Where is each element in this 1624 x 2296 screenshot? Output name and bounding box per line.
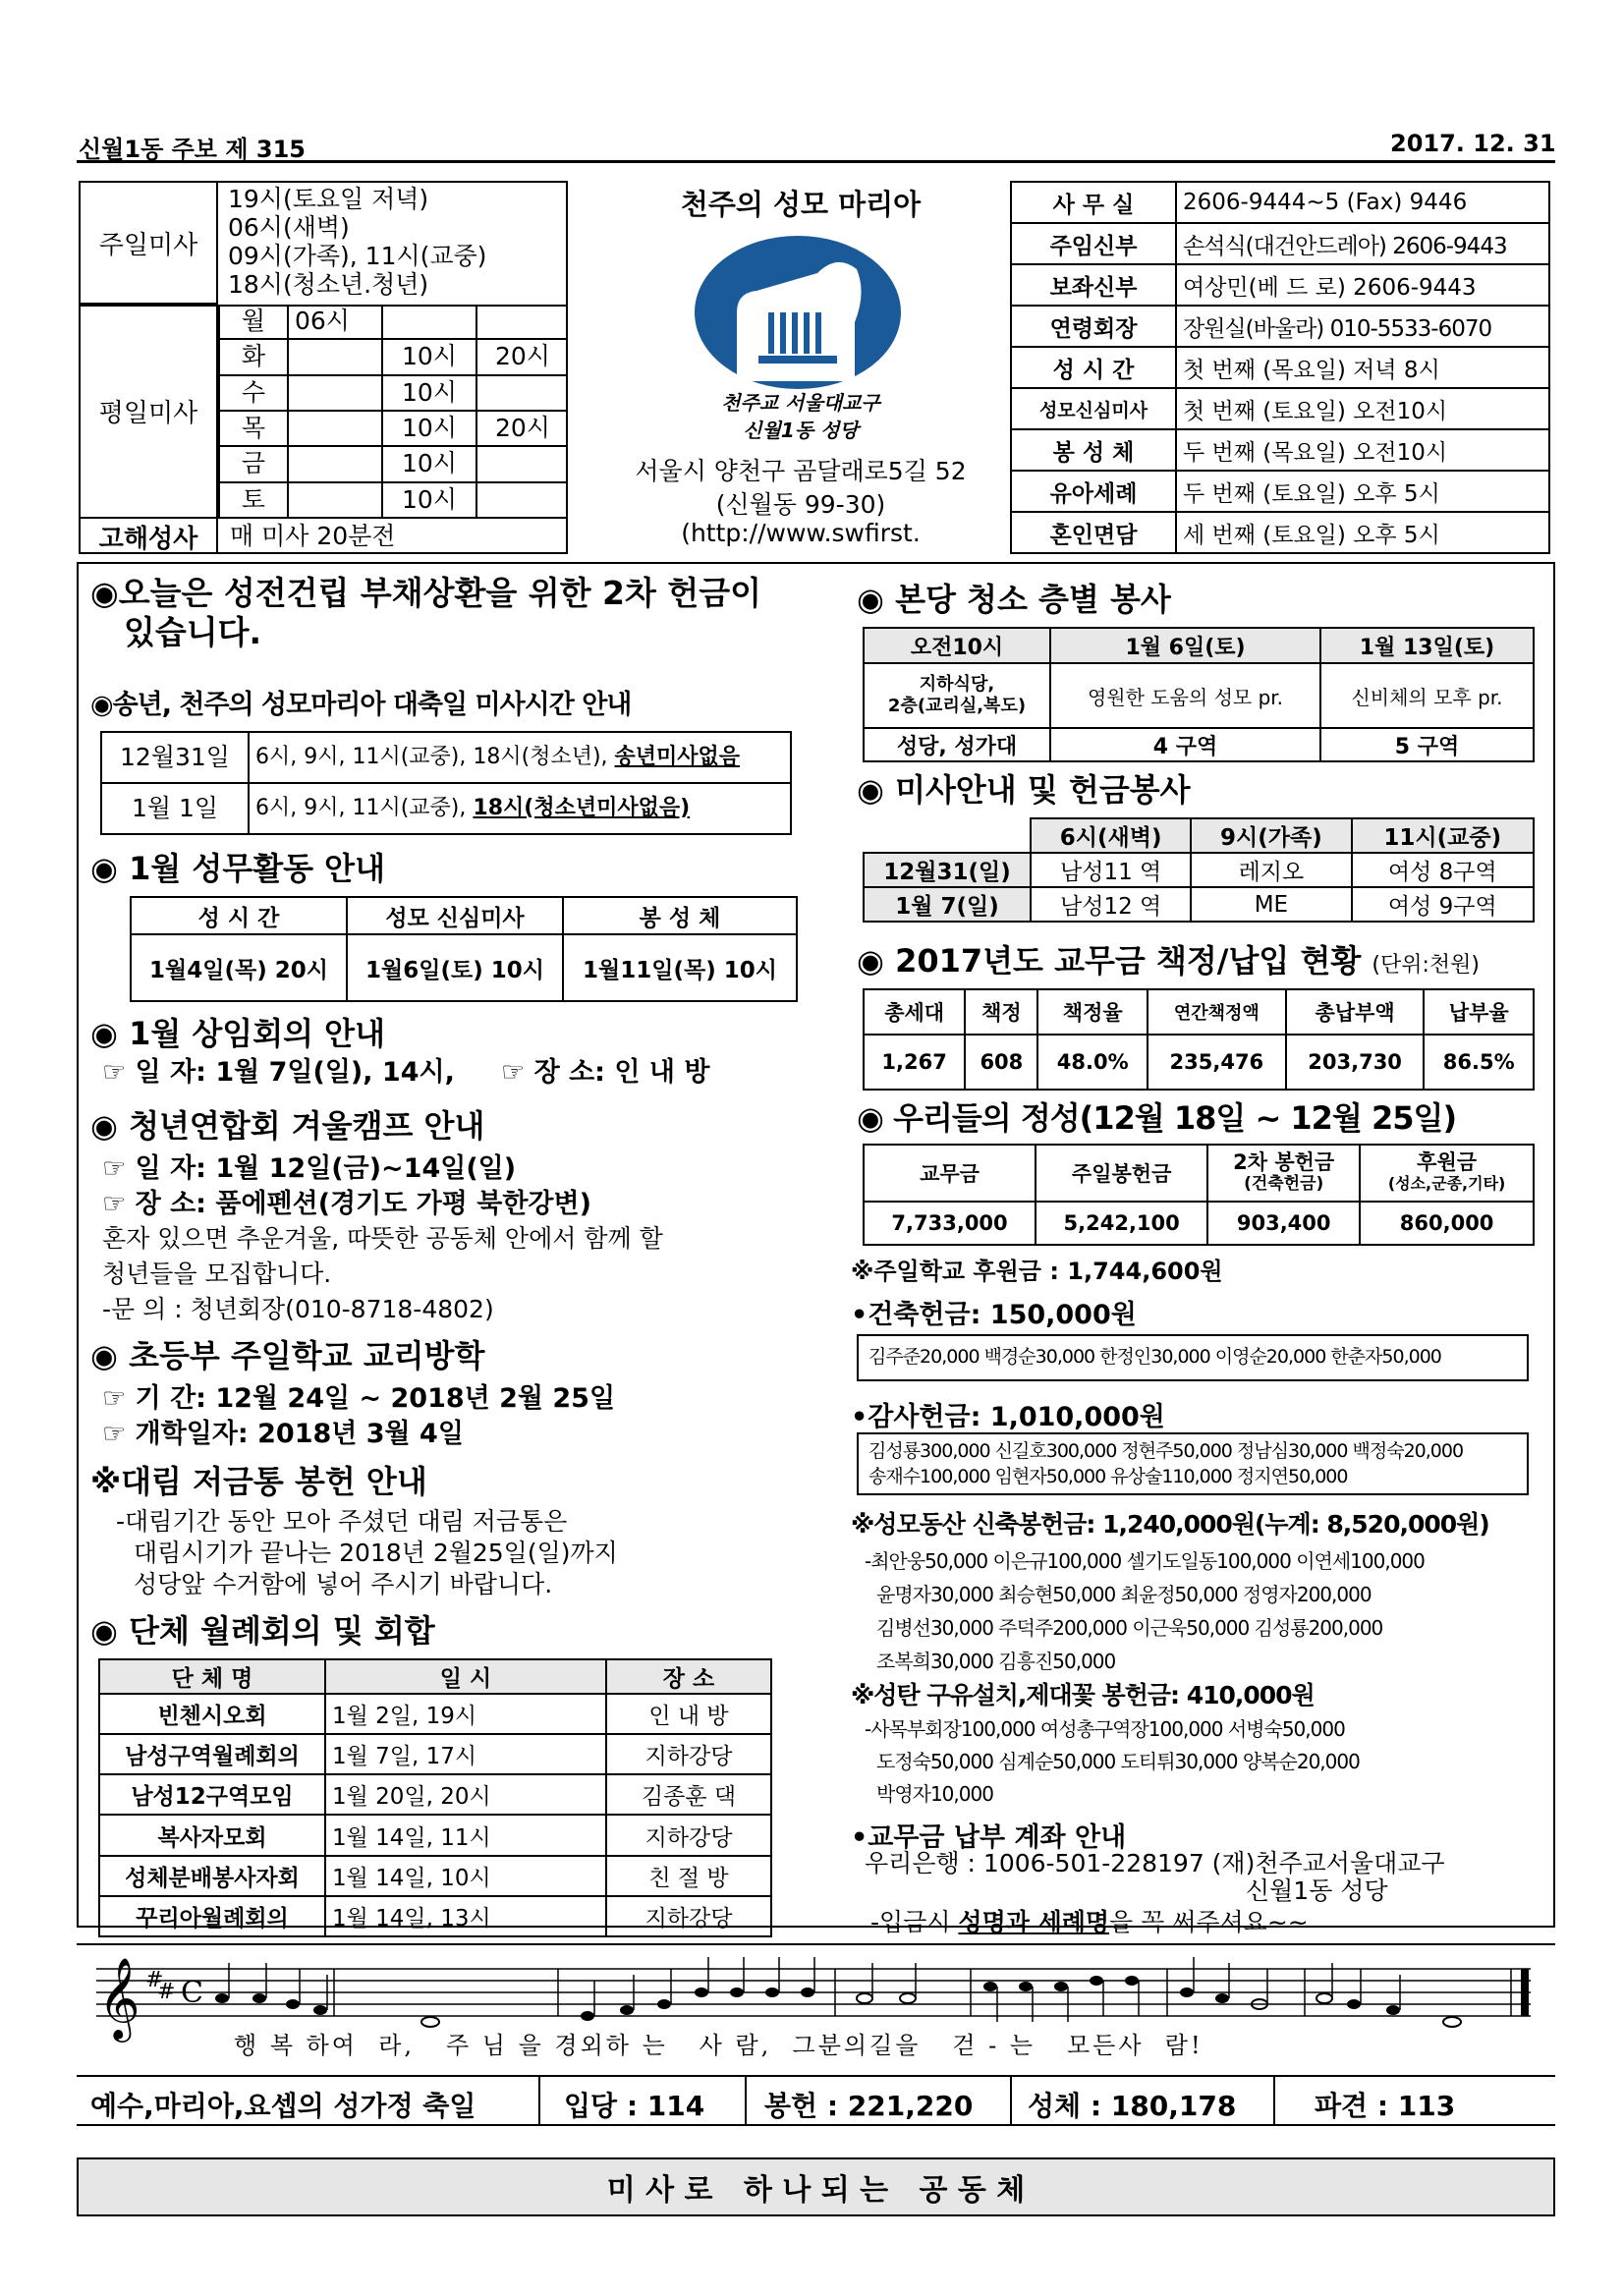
mary-garden-names: -최안웅50,000 이은규100,000 셀기도일동100,000 이연세100,000 윤명자30,000 최승현50,000 최윤정50,000 정영자200,000 김병선30,000 주덕주200,000 이근욱50,000 김성룡200,000 조복희30,000 김흥진50,000	[865, 1549, 1425, 1673]
bulletin-date: 2017. 12. 31	[1390, 130, 1556, 157]
camp-text-1: 혼자 있으면 추운겨울, 따뜻한 공동체 안에서 함께 할	[102, 1224, 663, 1253]
bullet-icon: ◉	[90, 1015, 130, 1052]
table-cell: 수	[219, 375, 288, 411]
table-cell: 총세대	[864, 989, 965, 1035]
mary-garden-title: ※성모동산 신축봉헌금: 1,240,000원(누계: 8,520,000원)	[851, 1510, 1489, 1539]
table-cell: 11시(교중)	[1352, 818, 1534, 853]
table-cell: 903,400	[1207, 1202, 1360, 1245]
camp-place: ☞ 장 소: 품에펜션(경기도 가평 북한강변)	[102, 1189, 591, 1219]
table-cell: 203,730	[1286, 1035, 1425, 1090]
table-cell: 일 시	[325, 1659, 606, 1694]
bullet-icon: ◉	[90, 1107, 130, 1145]
table-cell: 20시	[476, 339, 568, 374]
account-number: 우리은행 : 1006-501-228197 (재)천주교서울대교구	[865, 1849, 1445, 1877]
table-cell: 성모 신심미사	[347, 897, 563, 934]
table-cell: 책정	[965, 989, 1037, 1035]
table-cell: 1월 6일(토)	[1050, 628, 1320, 663]
table-cell: 1월 2일, 19시	[325, 1694, 606, 1734]
offering-announcement: ◉오늘은 성전건립 부채상환을 위한 2차 헌금이 있습니다.	[90, 574, 762, 651]
school-start: ☞ 개학일자: 2018년 3월 4일	[102, 1419, 464, 1449]
account-note: -입금시 성명과 세례명을 꼭 써주셔요~~	[870, 1908, 1309, 1936]
table-cell: 남성구역월례회의	[99, 1734, 325, 1774]
confession-text: 매 미사 20분전	[230, 522, 396, 550]
table-cell: 7,733,000	[864, 1202, 1036, 1245]
svg-text:C: C	[181, 1976, 203, 2010]
table-cell: 06시	[288, 305, 382, 339]
thanks-offering-names: 김성룡300,000 신길호300,000 정현주50,000 정남심30,000 백정숙20,000 송재수100,000 임현자50,000 유상술110,000 정지연50,000	[857, 1432, 1529, 1495]
bullet-icon: ◉	[857, 581, 896, 618]
table-cell: 12월31(일)	[864, 853, 1031, 887]
advent-line-3: 성당앞 수거함에 넣어 주시기 바랍니다.	[134, 1570, 553, 1598]
christmas-offering-title: ※성탄 구유설치,제대꽃 봉헌금: 410,000원	[851, 1681, 1315, 1709]
groups-title: ◉ 단체 월례회의 및 회합	[90, 1612, 435, 1650]
table-cell	[476, 305, 568, 339]
council-title: ◉ 1월 상임회의 안내	[90, 1015, 385, 1052]
mass-schedule	[79, 181, 568, 554]
christmas-offering-names: -사목부회장100,000 여성총구역장100,000 서병숙50,000 도정숙50,000 심계순50,000 도티튀30,000 양복순20,000 박영자10,000	[865, 1717, 1360, 1806]
table-cell: 보좌신부	[1011, 264, 1176, 306]
build-offering-title: •건축헌금: 150,000원	[851, 1300, 1137, 1330]
table-cell: 여상민(베 드 로) 2606-9443	[1176, 264, 1549, 306]
account-title: •교무금 납부 계좌 안내	[851, 1822, 1127, 1853]
account-holder: 신월1동 성당	[1246, 1876, 1388, 1905]
thanks-offering-title: •감사헌금: 1,010,000원	[851, 1402, 1165, 1432]
table-cell: 장원실(바울라) 010-5533-6070	[1176, 306, 1549, 347]
table-cell: 2606-9444~5 (Fax) 9446	[1176, 182, 1549, 223]
table-cell: 책정율	[1037, 989, 1147, 1035]
table-cell: 총납부액	[1286, 989, 1425, 1035]
table-cell: 48.0%	[1037, 1035, 1147, 1090]
mass-offering-title: ◉ 미사안내 및 헌금봉사	[857, 771, 1191, 809]
table-cell: 사 무 실	[1011, 182, 1176, 223]
church-fee-table	[863, 988, 1535, 1091]
table-cell: 첫 번째 (토요일) 오전10시	[1176, 388, 1549, 429]
parish-motto: 미 사 로 하 나 되 는 공 동 체	[77, 2157, 1555, 2216]
parish-address-old: (신월동 99-30)	[715, 490, 886, 519]
table-cell: 성 시 간	[1011, 347, 1176, 388]
table-cell	[288, 339, 382, 374]
camp-title: ◉ 청년연합회 겨울캠프 안내	[90, 1107, 485, 1145]
table-cell: 1월 20일, 20시	[325, 1774, 606, 1815]
table-cell: 김종훈 댁	[606, 1774, 771, 1815]
sunday-mass-label: 주일미사	[81, 183, 218, 305]
table-cell: 세 번째 (토요일) 오후 5시	[1176, 512, 1549, 553]
parish-patron-title: 천주의 성모 마리아	[680, 188, 922, 221]
communion-hymn: 성체 : 180,178	[1028, 2090, 1237, 2122]
year-end-title: ◉송년, 천주의 성모마리아 대축일 미사시간 안내	[90, 690, 632, 720]
feast-name: 예수,마리아,요셉의 성가정 축일	[90, 2090, 476, 2122]
table-cell: 1월11일(목) 10시	[563, 934, 797, 1001]
table-cell: 10시	[382, 339, 476, 374]
table-cell: 608	[965, 1035, 1037, 1090]
table-cell: 1월 1일	[101, 783, 249, 834]
table-cell: 235,476	[1148, 1035, 1286, 1090]
bulletin-issue: 신월1동 주보 제 315	[79, 136, 306, 163]
table-cell: 첫 번째 (목요일) 저녁 8시	[1176, 347, 1549, 388]
table-cell: 9시(가족)	[1191, 818, 1351, 853]
table-cell: 여성 8구역	[1352, 853, 1534, 887]
table-cell: 손석식(대건안드레아) 2606-9443	[1176, 223, 1549, 264]
header-rule	[77, 160, 1555, 163]
table-cell: 1,267	[864, 1035, 965, 1090]
advent-title: ※대림 저금통 봉헌 안내	[90, 1463, 427, 1500]
table-cell: 지하강당	[606, 1815, 771, 1855]
advent-line-2: 대림시기가 끝나는 2018년 2월25일(일)까지	[134, 1539, 618, 1567]
council-place: ☞ 장 소: 인 내 방	[501, 1057, 710, 1088]
table-cell: 후원금 (성소,군종,기타)	[1360, 1145, 1534, 1202]
bullet-icon: ◉	[857, 1099, 894, 1137]
table-cell	[864, 818, 1031, 853]
table-cell: 연령회장	[1011, 306, 1176, 347]
school-gift: ※주일학교 후원금 : 1,744,600원	[851, 1258, 1223, 1285]
confession-label: 고해성사	[81, 519, 218, 554]
bullet-icon: ◉	[90, 690, 113, 720]
table-cell: 12월31일	[101, 732, 249, 783]
school-period: ☞ 기 간: 12월 24일 ~ 2018년 2월 25일	[102, 1383, 616, 1414]
table-cell: 5,242,100	[1036, 1202, 1207, 1245]
table-cell: 두 번째 (목요일) 오전10시	[1176, 429, 1549, 471]
table-cell: 1월 14일, 10시	[325, 1856, 606, 1896]
table-cell	[288, 482, 382, 517]
table-cell: 성모신심미사	[1011, 388, 1176, 429]
fee-title: ◉ 2017년도 교무금 책정/납입 현황 (단위:천원)	[857, 942, 1481, 980]
table-cell: 레지오	[1191, 853, 1351, 887]
table-cell: 남성11 역	[1031, 853, 1191, 887]
table-cell: 86.5%	[1424, 1035, 1534, 1090]
table-cell: 영원한 도움의 성모 pr.	[1050, 663, 1320, 728]
table-cell: 10시	[382, 375, 476, 411]
table-cell: 10시	[382, 482, 476, 517]
camp-date: ☞ 일 자: 1월 12일(금)~14일(일)	[102, 1153, 517, 1184]
table-cell: 지하강당	[606, 1896, 771, 1936]
hymn-lyrics: 행 복 하여 라, 주 님 을 경외하 는 사 람, 그분의길을 걷 - 는 모든사 람!	[234, 2032, 1204, 2059]
table-cell: 혼인면담	[1011, 512, 1176, 553]
table-cell: 성체분배봉사자회	[99, 1856, 325, 1896]
table-cell: 1월4일(목) 20시	[131, 934, 347, 1001]
table-cell: 인 내 방	[606, 1694, 771, 1734]
sunday-mass-times: 19시(토요일 저녁) 06시(새벽) 09시(가족), 11시(교중) 18시(청소년.청년)	[228, 185, 487, 299]
logo-text-diocese: 천주교 서울대교구	[721, 391, 880, 415]
table-cell	[288, 375, 382, 411]
hymn-staff	[77, 1943, 1555, 2077]
offertory-hymn: 봉헌 : 221,220	[764, 2090, 974, 2122]
table-cell: 1월 13일(토)	[1320, 628, 1534, 663]
table-cell	[476, 482, 568, 517]
table-cell	[476, 446, 568, 481]
bullet-icon: ◉	[857, 771, 896, 809]
table-cell: 지하식당, 2층(교리실,복도)	[864, 663, 1050, 728]
table-cell: 봉 성 체	[1011, 429, 1176, 471]
table-cell: 1월 7일, 17시	[325, 1734, 606, 1774]
mass-offering-table	[863, 817, 1535, 923]
table-cell: 성당, 성가대	[864, 728, 1050, 761]
table-cell: 화	[219, 339, 288, 374]
table-cell: 꾸리아월례회의	[99, 1896, 325, 1936]
entrance-hymn: 입당 : 114	[564, 2090, 705, 2122]
table-cell	[476, 375, 568, 411]
table-cell: 남성12구역모임	[99, 1774, 325, 1815]
bullet-icon: ◉	[90, 574, 119, 612]
table-cell: 성 시 간	[131, 897, 347, 934]
table-cell: 빈첸시오회	[99, 1694, 325, 1734]
jan-activity-table	[130, 896, 798, 1002]
table-cell: 지하강당	[606, 1734, 771, 1774]
table-cell: 친 절 방	[606, 1856, 771, 1896]
school-title: ◉ 초등부 주일학교 교리방학	[90, 1337, 485, 1374]
table-cell: 1월 14일, 13시	[325, 1896, 606, 1936]
table-cell: 봉 성 체	[563, 897, 797, 934]
bullet-icon: ◉	[857, 942, 896, 980]
table-cell: 토	[219, 482, 288, 517]
table-cell: 860,000	[1360, 1202, 1534, 1245]
table-cell: 2차 봉헌금 (건축헌금)	[1207, 1145, 1360, 1202]
table-cell: 4 구역	[1050, 728, 1320, 761]
table-cell: 목	[219, 411, 288, 446]
gift-title: ◉ 우리들의 정성(12월 18일 ~ 12월 25일)	[857, 1099, 1457, 1137]
recessional-hymn: 파견 : 113	[1315, 2090, 1456, 2122]
table-cell: 월	[219, 305, 288, 339]
table-cell: 납부율	[1424, 989, 1534, 1035]
bullet-icon: ◉	[90, 1337, 130, 1374]
table-cell: 장 소	[606, 1659, 771, 1694]
advent-line-1: -대림기간 동안 모아 주셨던 대림 저금통은	[116, 1507, 568, 1536]
weekday-mass-table	[218, 305, 568, 517]
table-cell: 6시(새벽)	[1031, 818, 1191, 853]
svg-text:#: #	[145, 1968, 164, 1992]
table-cell: 단 체 명	[99, 1659, 325, 1694]
weekday-mass-label: 평일미사	[81, 305, 218, 517]
table-cell: 5 구역	[1320, 728, 1534, 761]
table-cell: 1월 7(일)	[864, 887, 1031, 922]
parish-info-table	[1010, 181, 1550, 554]
parish-address: 서울시 양천구 곰달래로5길 52	[635, 457, 967, 485]
table-cell: 두 번째 (토요일) 오후 5시	[1176, 471, 1549, 512]
table-cell: 주일봉헌금	[1036, 1145, 1207, 1202]
svg-text:#: #	[157, 1980, 176, 2004]
year-end-table	[100, 731, 792, 835]
cleaning-table	[863, 627, 1535, 762]
table-cell: ME	[1191, 887, 1351, 922]
table-cell: 복사자모회	[99, 1815, 325, 1855]
council-date: ☞ 일 자: 1월 7일(일), 14시,	[102, 1057, 455, 1088]
liturgy-bar	[77, 2075, 1555, 2126]
table-cell	[382, 305, 476, 339]
table-cell: 주임신부	[1011, 223, 1176, 264]
jan-activity-title: ◉ 1월 성무활동 안내	[90, 850, 385, 887]
table-cell: 신비체의 모후 pr.	[1320, 663, 1534, 728]
table-cell: 6시, 9시, 11시(교중), 18시(청소년), 송년미사없음	[249, 732, 791, 783]
table-cell: 20시	[476, 411, 568, 446]
table-cell: 10시	[382, 411, 476, 446]
clean-title: ◉ 본당 청소 층별 봉사	[857, 581, 1171, 618]
parish-website[interactable]: (http://www.swfirst.	[681, 519, 921, 547]
table-cell	[288, 446, 382, 481]
table-cell: 10시	[382, 446, 476, 481]
table-cell: 유아세례	[1011, 471, 1176, 512]
table-cell: 여성 9구역	[1352, 887, 1534, 922]
gift-table	[863, 1144, 1535, 1246]
camp-contact: -문 의 : 청년회장(010-8718-4802)	[102, 1295, 494, 1323]
logo-text-parish: 신월1동 성당	[743, 419, 859, 442]
camp-text-2: 청년들을 모집합니다.	[102, 1260, 332, 1288]
table-cell: 교무금	[864, 1145, 1036, 1202]
svg-text:𝄞: 𝄞	[98, 1956, 140, 2039]
build-offering-names: 김주준20,000 백경순30,000 한정인30,000 이영순20,000 한춘자50,000	[857, 1334, 1529, 1381]
table-cell: 오전10시	[864, 628, 1050, 663]
table-cell: 1월 14일, 11시	[325, 1815, 606, 1855]
bullet-icon: ◉	[90, 850, 130, 887]
table-cell: 남성12 역	[1031, 887, 1191, 922]
table-cell: 금	[219, 446, 288, 481]
bullet-icon: ◉	[90, 1612, 130, 1650]
table-cell: 6시, 9시, 11시(교중), 18시(청소년미사없음)	[249, 783, 791, 834]
table-cell: 1월6일(토) 10시	[347, 934, 563, 1001]
table-cell	[288, 411, 382, 446]
groups-table	[98, 1658, 772, 1937]
table-cell: 연간책정액	[1148, 989, 1286, 1035]
